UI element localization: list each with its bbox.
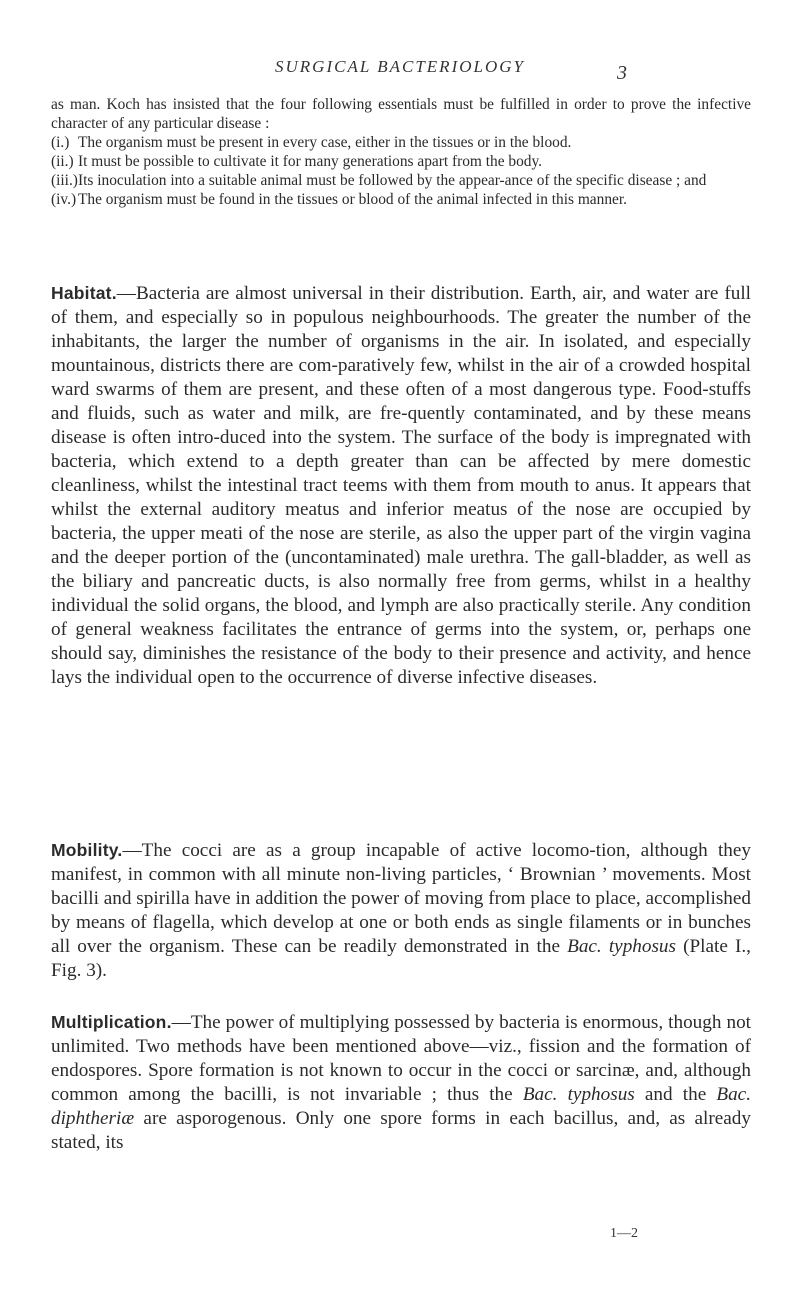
list-item-text: Its inoculation into a suitable animal must be followed by the appear-ance of the specific disease ; and (78, 172, 707, 189)
organism-name: Bac. typhosus (567, 936, 676, 957)
intro-paragraph: as man. Koch has insisted that the four following essentials must be fulfilled in order to prove the infective character of any particular disease : (51, 96, 751, 132)
printer-signature: 1—2 (610, 1226, 638, 1241)
mobility-paragraph (51, 838, 751, 983)
list-item-number: (i.) (51, 134, 70, 151)
running-title: SURGICAL BACTERIOLOGY (275, 57, 525, 76)
list-item-text: The organism must be found in the tissues or blood of the animal infected in this manner. (78, 191, 627, 208)
list-item (51, 152, 751, 171)
list-item-number: (ii.) (51, 153, 74, 170)
list-item-text: The organism must be present in every case, either in the tissues or in the blood. (78, 134, 572, 151)
multiplication-body: —The power of multiplying possessed by bacteria is enormous, though not unlimited. Two methods have been mentioned above—viz., fission and the formation of endospores. Spore formation is not known to occur in the cocci or sarcinæ, and, although common among the bacilli, is not invariable ; thus the (51, 1012, 751, 1105)
list-item-number: (iv.) (51, 191, 77, 208)
multiplication-body: and the (634, 1084, 717, 1105)
mobility-body-end: (Plate I., Fig. 3). (51, 936, 751, 981)
mobility-heading: Mobility. (51, 840, 123, 860)
list-item (51, 171, 751, 190)
habitat-heading: Habitat. (51, 283, 117, 303)
organism-name: Bac. diphtheriæ (51, 1084, 751, 1129)
koch-postulates-list (51, 133, 751, 209)
multiplication-heading: Multiplication. (51, 1012, 172, 1032)
habitat-body: —Bacteria are almost universal in their distribution. Earth, air, and water are full of them, and especially so in populous neighbourhoods. The greater the number of the inhabitants, the larger the number of organisms in the air. In isolated, and especially mountainous, districts there are com-paratively few, whilst in the air of a crowded hospital ward swarms of them are present, and these often of a most dangerous type. Food-stuffs and fluids, such as water and milk, are fre-quently contaminated, and by these means disease is often intro-duced into the system. The surface of the body is impregnated with bacteria, which extend to a depth greater than can be affected by mere domestic cleanliness, whilst the intestinal tract teems with them from mouth to anus. It appears that whilst the external auditory meatus and inferior meatus of the nose are occupied by bacteria, the upper meati of the nose are sterile, as also the upper part of the virgin vagina and the deeper portion of the (uncontaminated) male urethra. The gall-bladder, as well as the biliary and pancreatic ducts, is also normally free from germs, whilst in a healthy individual the solid organs, the blood, and lymph are also practically sterile. Any condition of general weakness facilitates the entrance of germs into the system, or, perhaps one should say, diminishes the resistance of the body to their presence and activity, and hence lays the individual open to the occurrence of diverse infective diseases. (51, 283, 751, 688)
list-item (51, 133, 751, 152)
habitat-paragraph (51, 281, 751, 690)
list-item-number: (iii.) (51, 172, 78, 189)
multiplication-paragraph (51, 1010, 751, 1155)
organism-name: Bac. typhosus (522, 1084, 635, 1105)
list-item-text: It must be possible to cultivate it for many generations apart from the body. (78, 153, 543, 170)
mobility-body: —The cocci are as a group incapable of active locomo-tion, although they manifest, in common with all minute non-living particles, ‘ Brownian ’ movements. Most bacilli and spirilla have in addition the power of moving from place to place, accomplished by means of flagella, which develop at one or both ends as single filaments or in bunches all over the organism. These can be readily demonstrated in the (51, 840, 751, 957)
multiplication-body: are asporogenous. Only one spore forms in each bacillus, and, as already stated, its (51, 1108, 751, 1153)
page-number: 3 (617, 62, 627, 84)
list-item (51, 190, 751, 209)
